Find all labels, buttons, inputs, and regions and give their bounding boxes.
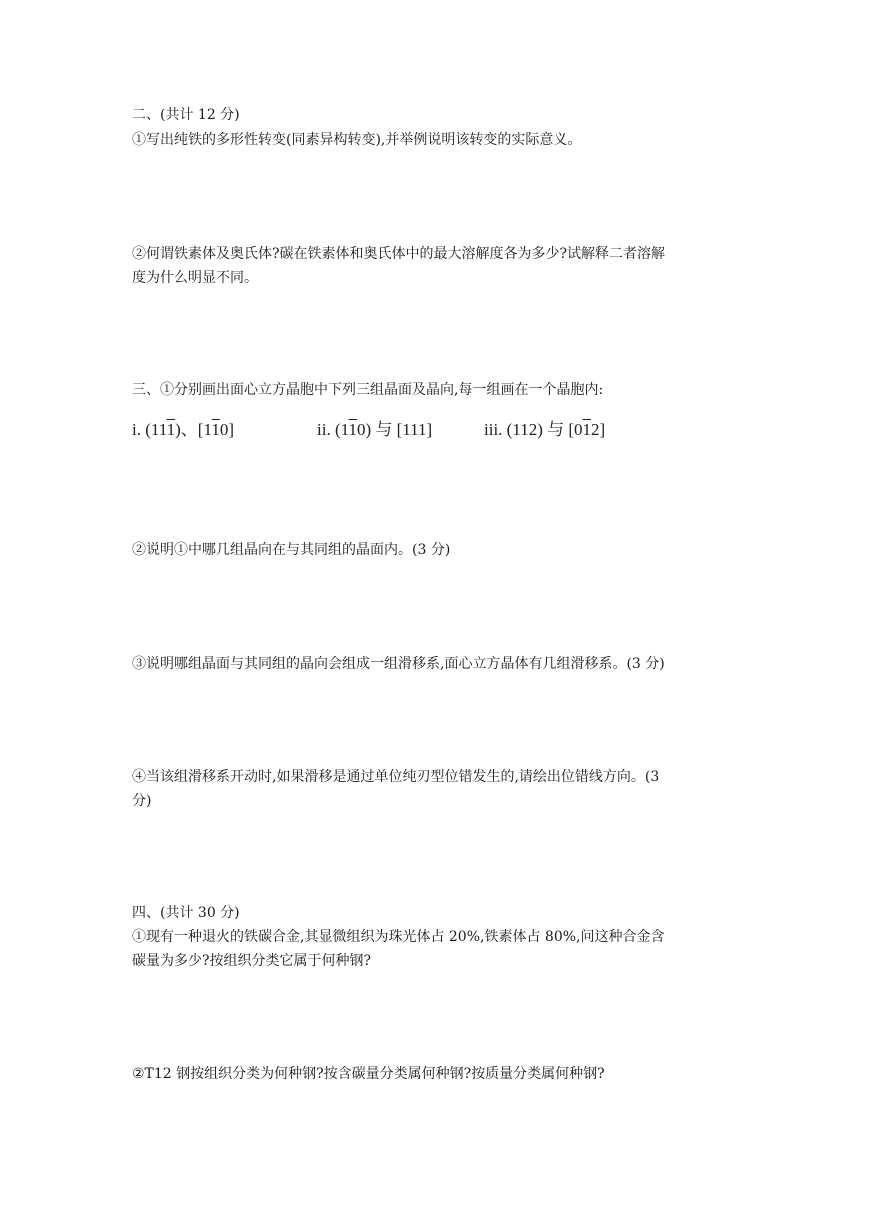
miller-group-ii	[317, 415, 432, 440]
miller-i-dir-post: 0]	[219, 420, 235, 439]
miller-i-dir-bar: 1	[211, 420, 220, 439]
miller-iii-plane: (112) 与 [0	[506, 420, 583, 439]
section-4-question-1-line-1: ①现有一种退火的铁碳合金,其显微组织为珠光体占 20%,铁素体占 80%,问这种合金含	[132, 929, 665, 945]
miller-ii-bar: 1	[348, 420, 357, 439]
miller-iii-post: 2]	[591, 420, 606, 439]
miller-i-plane-post: )、[1	[175, 420, 212, 439]
section-3-question-4-line-2: 分)	[132, 793, 152, 809]
section-3-question-4-line-1: ④当该组滑移系开动时,如果滑移是通过单位纯刃型位错发生的,请绘出位错线方向。(3	[132, 769, 660, 785]
miller-ii-label: ii.	[317, 420, 331, 439]
miller-ii-pre: (1	[334, 420, 349, 439]
section-4-header: 四、(共计 30 分)	[132, 905, 240, 921]
section-3-question-3: ③说明哪组晶面与其同组的晶向会组成一组滑移系,面心立方晶体有几组滑移系。(3 分)	[132, 656, 665, 672]
miller-group-iii	[484, 415, 605, 440]
section-2-header: 二、(共计 12 分)	[132, 107, 240, 123]
section-2-question-2-line-1: ②何谓铁素体及奥氏体?碳在铁素体和奥氏体中的最大溶解度各为多少?试解释二者溶解	[132, 246, 666, 262]
section-3-question-2: ②说明①中哪几组晶向在与其同组的晶面内。(3 分)	[132, 542, 451, 558]
miller-i-label: i.	[132, 420, 141, 439]
section-3-intro: 三、①分别画出面心立方晶胞中下列三组晶面及晶向,每一组画在一个晶胞内:	[132, 382, 604, 398]
section-4-question-1-line-2: 碳量为多少?按组织分类它属于何种钢?	[132, 953, 372, 969]
section-2-question-2-line-2: 度为什么明显不同。	[132, 270, 258, 286]
miller-i-plane-pre: (11	[145, 420, 167, 439]
miller-ii-post: 0) 与 [111]	[356, 420, 433, 439]
section-4-question-2: ②T12 钢按组织分类为何种钢?按含碳量分类属何种钢?按质量分类属何种钢?	[132, 1066, 605, 1082]
miller-iii-bar: 1	[582, 420, 592, 439]
section-2-question-1: ①写出纯铁的多形性转变(同素异构转变),并举例说明该转变的实际意义。	[132, 132, 582, 148]
miller-i-plane-bar: 1	[166, 420, 176, 439]
miller-group-i	[132, 415, 234, 440]
miller-iii-label: iii.	[484, 420, 503, 439]
